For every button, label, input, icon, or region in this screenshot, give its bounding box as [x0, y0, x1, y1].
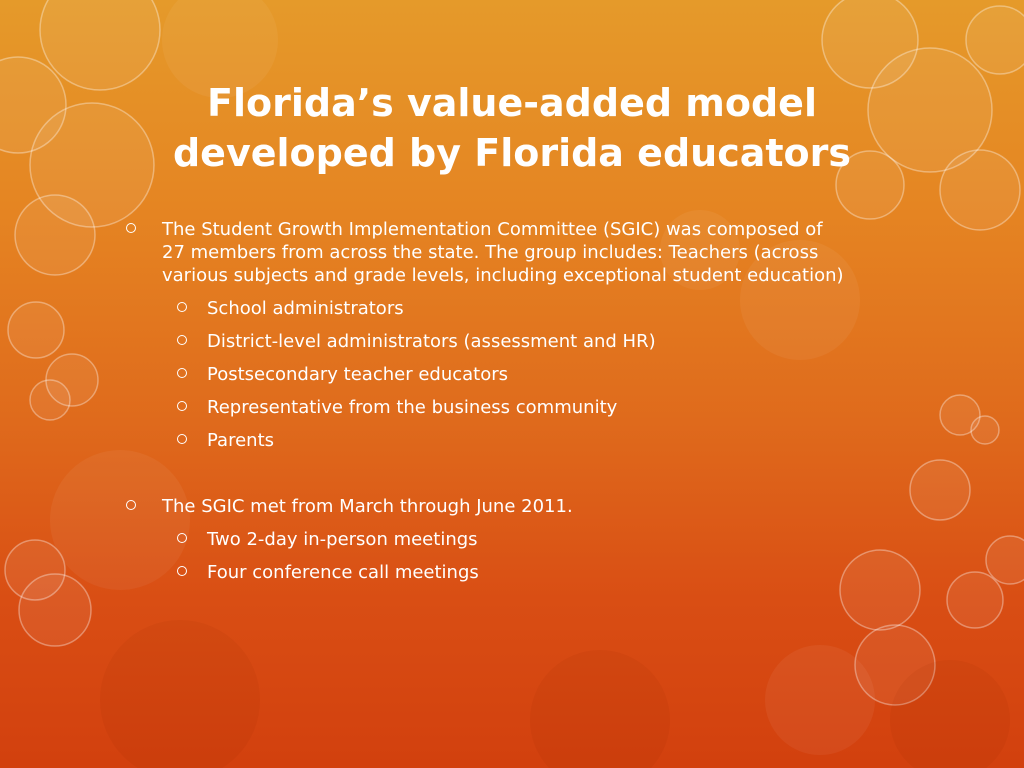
sub-bullet-item: [124, 363, 844, 386]
sub-bullet-item: [124, 429, 844, 452]
title-line-1: Florida’s value-added model: [207, 81, 817, 125]
hollow-circle-bullet-icon: [177, 566, 187, 576]
bullet-text: The Student Growth Implementation Committee (SGIC) was composed of 27 members from across the state. The group includes: Teachers (across various subjects and grade levels, including exceptional student education): [162, 219, 844, 286]
sub-bullet-item: [124, 330, 844, 353]
bullet-text: The SGIC met from March through June 2011.: [162, 496, 573, 517]
hollow-circle-bullet-icon: [126, 500, 136, 510]
hollow-circle-bullet-icon: [177, 533, 187, 543]
bullet-item-sgic-meetings: [124, 495, 844, 518]
sub-bullet-text: School administrators: [207, 298, 404, 319]
sub-bullet-item: [124, 528, 844, 551]
sub-bullet-text: Four conference call meetings: [207, 562, 479, 583]
sub-bullet-item: [124, 561, 844, 584]
sub-bullet-text: Two 2-day in-person meetings: [207, 529, 478, 550]
hollow-circle-bullet-icon: [177, 401, 187, 411]
slide-title: [60, 78, 964, 178]
sub-bullet-text: Postsecondary teacher educators: [207, 364, 509, 385]
sub-bullet-text: Representative from the business community: [207, 397, 618, 418]
title-line-2: developed by Florida educators: [172, 131, 851, 175]
bullet-item-sgic-members: [124, 218, 844, 287]
sub-bullet-item: [124, 297, 844, 320]
sub-bullet-text: Parents: [207, 430, 274, 451]
sub-bullet-text: District-level administrators (assessment and HR): [207, 331, 656, 352]
hollow-circle-bullet-icon: [177, 302, 187, 312]
sub-bullet-item: [124, 396, 844, 419]
hollow-circle-bullet-icon: [177, 368, 187, 378]
hollow-circle-bullet-icon: [177, 434, 187, 444]
hollow-circle-bullet-icon: [177, 335, 187, 345]
hollow-circle-bullet-icon: [126, 223, 136, 233]
slide-content: [124, 218, 844, 584]
